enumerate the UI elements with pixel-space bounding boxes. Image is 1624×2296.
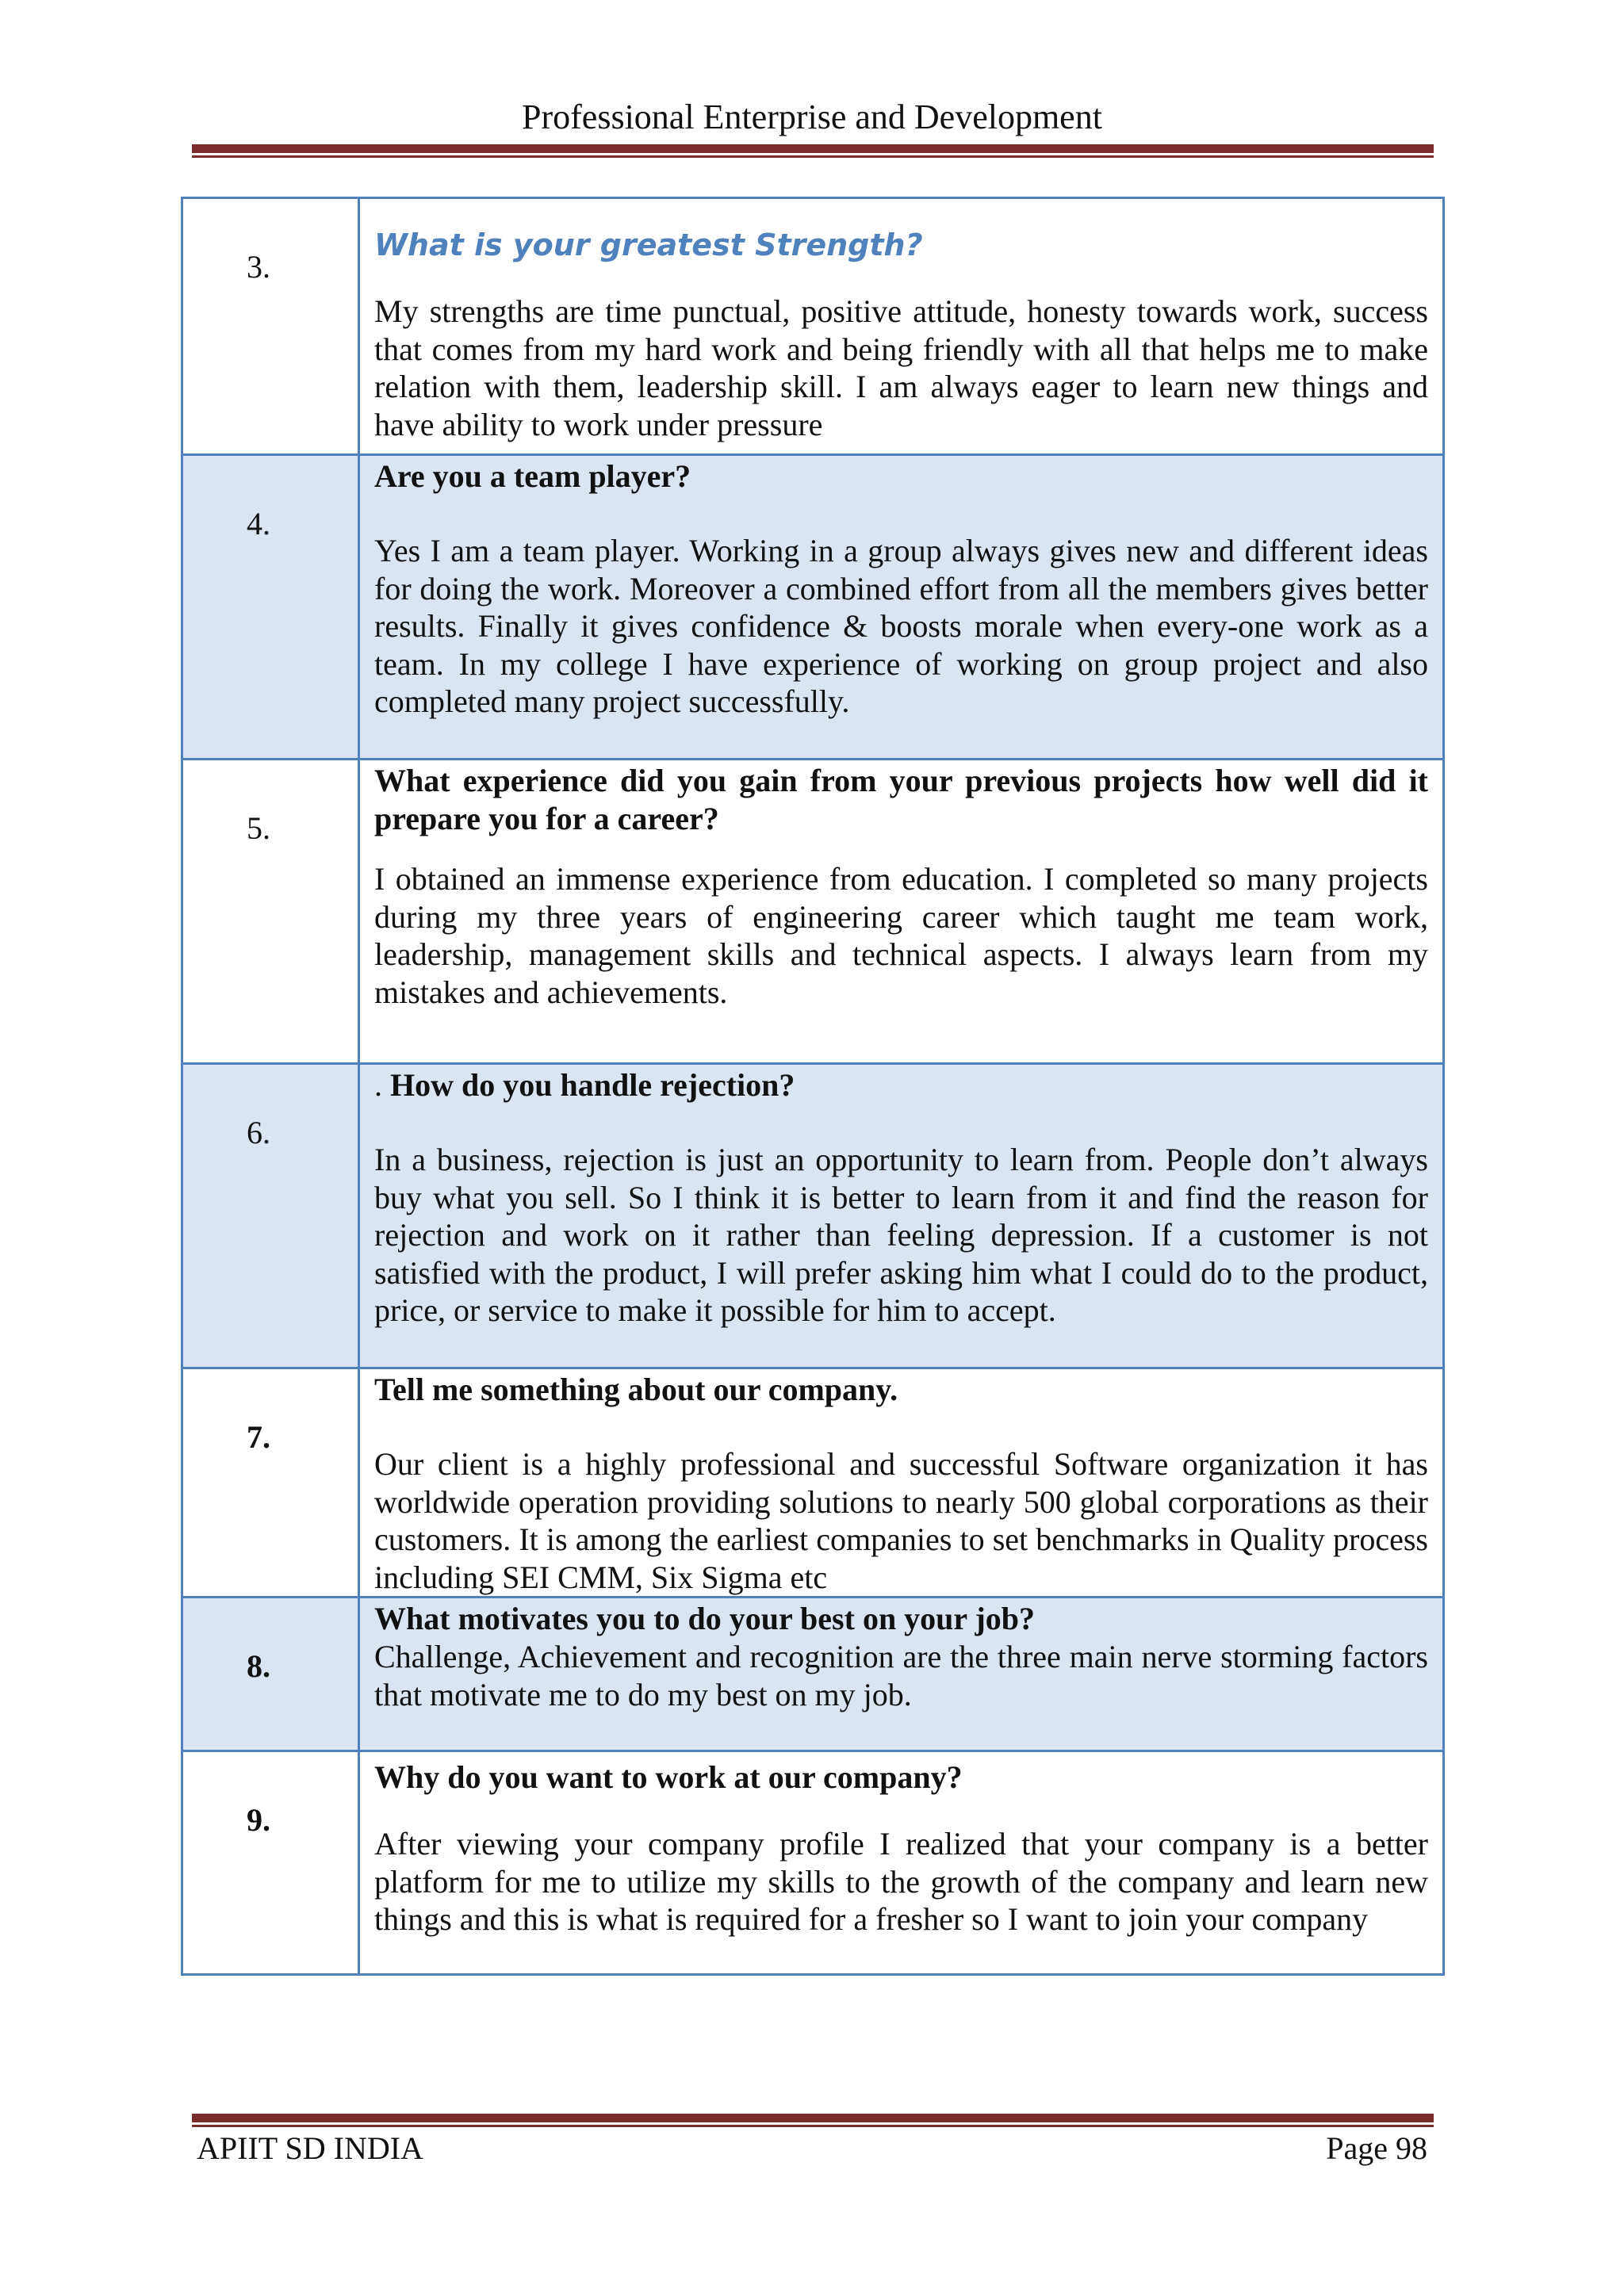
question-text: Why do you want to work at our company? [374,1759,963,1795]
question-text: What is your greatest Strength? [374,228,923,262]
question-prefix: . [374,1067,390,1103]
question-text: What experience did you gain from your previous projects how well did it prepare you for a career? [374,763,1428,836]
row-content-cell [359,455,1444,760]
row-content-cell [359,1598,1444,1751]
page-header-title: Professional Enterprise and Development [522,98,1102,136]
question-text: What motivates you to do your best on your job? [374,1601,1036,1636]
table-row [182,1064,1444,1368]
row-content-cell [359,760,1444,1064]
row-content-cell [359,1751,1444,1975]
row-content-cell [359,198,1444,455]
footer-organization: APIIT SD INDIA [197,2130,423,2166]
row-content-cell [359,1368,1444,1598]
row-number-cell [182,455,359,760]
row-number-cell [182,1751,359,1975]
table-row [182,1368,1444,1598]
answer-text: Yes I am a team player. Working in a group always gives new and different ideas for doing the work. Moreover a combined effort from all the members gives better results. Finally it gives confidence & boosts morale when every-one work as a team. In my college I have experience of working on group project and also completed many project successfully. [374,533,1428,719]
row-number-cell [182,1598,359,1751]
table-row [182,455,1444,760]
interview-qa-table [181,197,1445,1976]
row-number-cell [182,198,359,455]
row-number-cell [182,1368,359,1598]
footer-rule [192,2114,1434,2127]
answer-text: In a business, rejection is just an opportunity to learn from. People don’t always buy what you sell. So I think it is better to learn from it and find the reason for rejection and work on it rather than feeling depression. If a customer is not satisfied with the product, I will prefer asking him what I could do to the product, price, or service to make it possible for him to accept. [374,1142,1428,1328]
answer-text: I obtained an immense experience from education. I completed so many projects during my three years of engineering career which taught me team work, leadership, management skills and technical aspects. I always learn from my mistakes and achievements. [374,861,1428,1010]
row-content-cell [359,1064,1444,1368]
table-row [182,1598,1444,1751]
answer-text: Our client is a highly professional and successful Software organization it has worldwide operation providing solutions to nearly 500 global corporations as their customers. It is among the earliest companies to set benchmarks in Quality process including SEI CMM, Six Sigma etc [374,1446,1428,1595]
table-row [182,760,1444,1064]
answer-text: Challenge, Achievement and recognition are the three main nerve storming factors that motivate me to do my best on my job. [374,1639,1428,1712]
row-number: 7. [247,1419,270,1455]
question-text [374,1066,1428,1104]
row-number: 3. [247,249,270,285]
footer-page-number: Page 98 [1326,2130,1427,2166]
row-number: 6. [247,1115,270,1150]
row-number-cell [182,760,359,1064]
row-number: 8. [247,1648,270,1684]
answer-text: After viewing your company profile I realized that your company is a better platform for me to utilize my skills to the growth of the company and learn new things and this is what is required for a fresher so I want to join your company [374,1826,1428,1937]
table-row [182,198,1444,455]
row-number-cell [182,1064,359,1368]
row-number: 5. [247,810,270,846]
table-row [182,1751,1444,1975]
header-rule [192,144,1434,158]
question-text: Are you a team player? [374,458,691,494]
question-text: Tell me something about our company. [374,1372,898,1407]
question-label: How do you handle rejection? [390,1067,795,1103]
row-number: 9. [247,1802,270,1838]
answer-text: My strengths are time punctual, positive attitude, honesty towards work, success that comes from my hard work and being friendly with all that helps me to make relation with them, leadership skill. I am always eager to learn new things and have ability to work under pressure [374,293,1428,442]
row-number: 4. [247,506,270,541]
